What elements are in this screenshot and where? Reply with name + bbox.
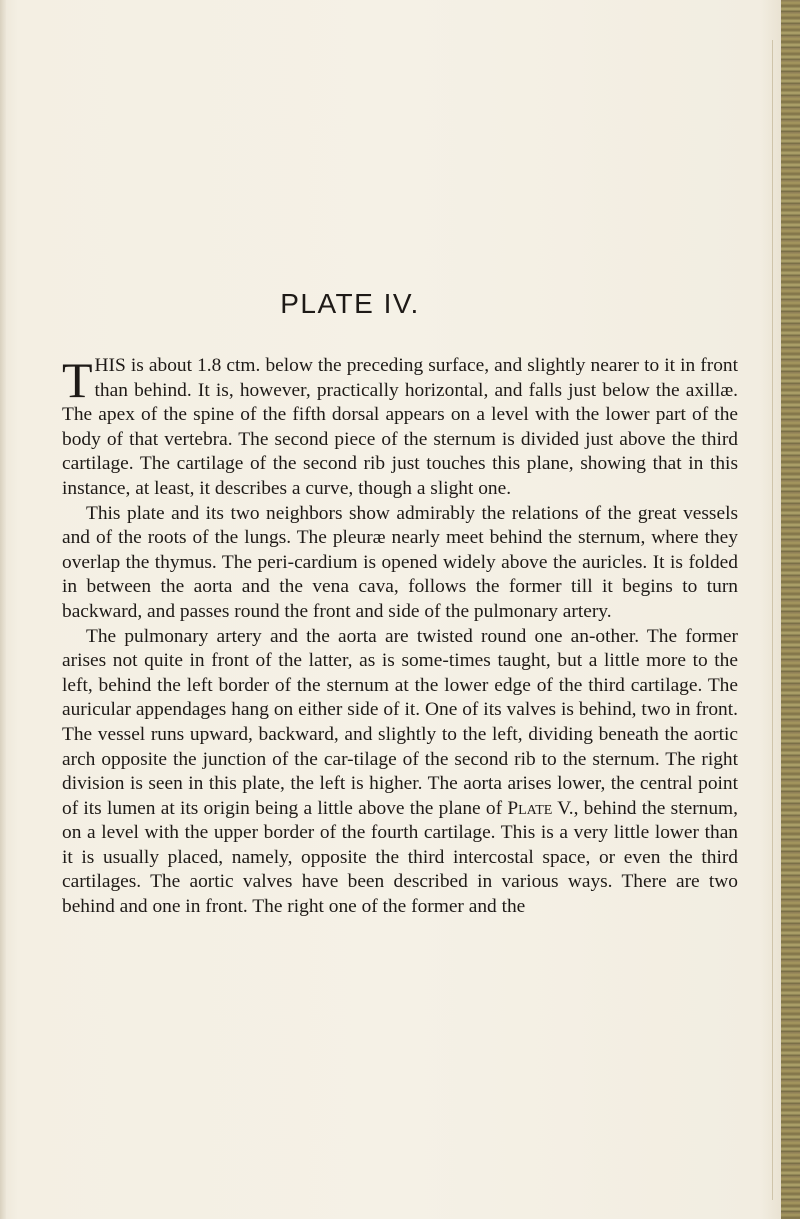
plate-reference: Plate xyxy=(507,797,553,819)
drop-cap-letter: T xyxy=(62,352,93,408)
paragraph-2: This plate and its two neighbors show admirably the relations of the great vessels and of the roots of the lungs. The pleuræ nearly meet behind the sternum, where they overlap the thymus. The peri-cardium is opened widely above the auricles. It is folded in between the aorta and the vena cava, follows the former till it begins to turn backward, and passes round the front and side of the pulmonary artery. xyxy=(62,502,738,622)
paragraph-1-text: HIS is about 1.8 ctm. below the preceding surface, and slightly nearer to it in front than behind. It is, however, practically horizontal, and falls just below the axillæ. The apex of the spine of the fifth dorsal appears on a level with the lower part of the body of that vertebra. The second piece of the sternum is divided just above the third cartilage. The cartilage of the second rib just touches this plane, showing that in this instance, at least, it describes a curve, though a slight one. xyxy=(62,355,738,499)
paragraph-1 xyxy=(62,354,738,502)
paragraph-3 xyxy=(62,625,738,920)
binding-fold-line xyxy=(772,40,773,1200)
body-text xyxy=(62,354,738,920)
plate-title: PLATE IV. xyxy=(280,288,420,319)
paragraph-3-text-before: The pulmonary artery and the aorta are twisted round one an-other. The former arises not quite in front of the latter, as is some-times taught, but a little more to the left, behind the left border of the sternum at the lower edge of the third cartilage. The auricular appendages hang on either side of it. One of its valves is behind, two in front. The vessel runs upward, backward, and slightly to the left, dividing beneath the aortic arch opposite the junction of the car-tilage of the second rib to the sternum. The right division is seen in this plate, the left is higher. The aorta arises lower, the central point of its lumen at its origin being a little above the plane of xyxy=(62,625,738,819)
paragraph-3-text-after: V., behind the sternum, on a level with the upper border of the fourth cartilage. This is a very little lower than it is usually placed, namely, opposite the third intercostal space, or even the third cartilages. The aortic valves have been described in various ways. There are two behind and one in front. The right one of the former and the xyxy=(62,797,738,918)
binding-strip xyxy=(781,0,800,1219)
page-left-edge xyxy=(0,0,6,1219)
